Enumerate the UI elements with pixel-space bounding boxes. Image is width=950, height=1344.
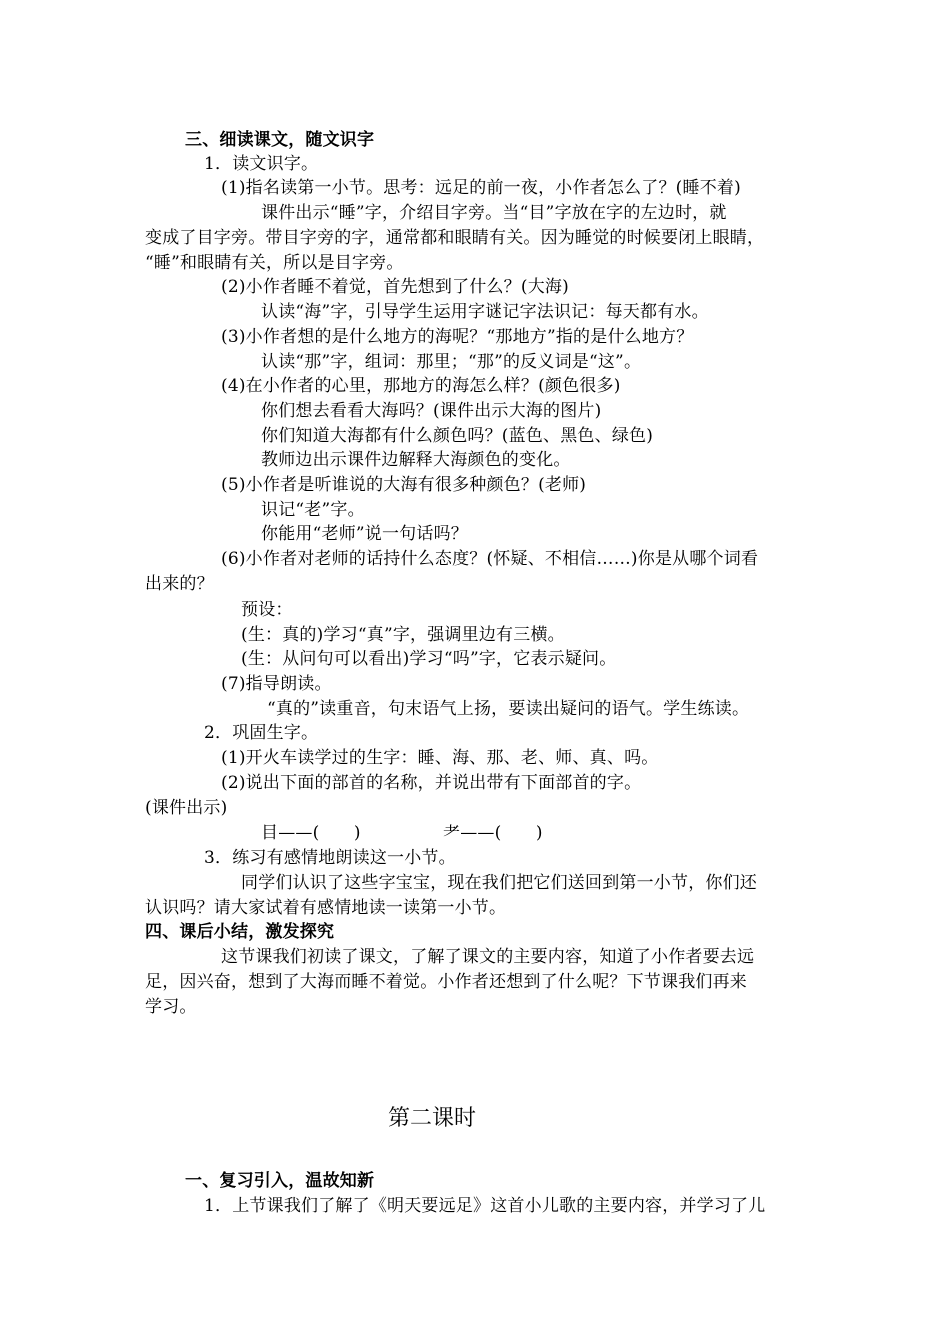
paragraph-line: 同学们认识了这些字宝宝，现在我们把它们送回到第一小节，你们还: [241, 873, 757, 893]
paragraph-line: 识记“老”字。: [261, 500, 365, 520]
paragraph-line: 认识吗？请大家试着有感情地读一读第一小节。: [145, 898, 507, 918]
paragraph-line: 预设：: [241, 600, 293, 620]
paragraph-line: (生：真的)学习“真”字，强调里边有三横。: [241, 625, 565, 645]
radical-blank-eye: 目——( ): [261, 823, 361, 843]
paragraph-line: 足，因兴奋，想到了大海而睡不着觉。小作者还想到了什么呢？下节课我们再来: [145, 972, 747, 992]
paragraph-line: (3)小作者想的是什么地方的海呢？“那地方”指的是什么地方？: [221, 327, 694, 347]
lesson-title: 第二课时: [388, 1106, 477, 1131]
paragraph-line: 你能用“老师”说一句话吗？: [261, 524, 468, 544]
paragraph-line: (1)开火车读学过的生字：睡、海、那、老、师、真、吗。: [221, 748, 659, 768]
paragraph-line: (1)指名读第一小节。思考：远足的前一夜，小作者怎么了？(睡不着): [221, 178, 741, 198]
paragraph-line: (2)小作者睡不着觉，首先想到了什么？(大海): [221, 277, 569, 297]
paragraph-line: (6)小作者对老师的话持什么态度？(怀疑、不相信……)你是从哪个词看: [221, 549, 759, 569]
paragraph-line: 变成了目字旁。带目字旁的字，通常都和眼睛有关。因为睡觉的时候要闭上眼睛，: [145, 228, 765, 248]
paragraph-line: “真的”读重音，句末语气上扬，要读出疑问的语气。学生练读。: [267, 699, 750, 719]
paragraph-line: 你们想去看看大海吗？(课件出示大海的图片): [261, 401, 602, 421]
paragraph-line: 1．上节课我们了解了《明天要远足》这首小儿歌的主要内容，并学习了儿: [204, 1196, 766, 1216]
paragraph-line: 你们知道大海都有什么颜色吗？(蓝色、黑色、绿色): [261, 426, 654, 446]
section-heading-1: 一、复习引入，温故知新: [185, 1171, 375, 1191]
section-heading-3: 三、细读课文，随文识字: [185, 130, 375, 150]
radical-blank-old: 耂——( ): [443, 823, 543, 843]
paragraph-line: 教师边出示课件边解释大海颜色的变化。: [261, 450, 571, 470]
paragraph-line: 出来的？: [145, 574, 214, 594]
item-heading-1: 1．读文识字。: [204, 154, 319, 174]
paragraph-line: 学习。: [145, 997, 197, 1017]
paragraph-line: (7)指导朗读。: [221, 674, 332, 694]
item-heading-2: 2．巩固生字。: [204, 723, 319, 743]
paragraph-line: (生：从问句可以看出)学习“吗”字，它表示疑问。: [241, 649, 617, 669]
paragraph-line: (4)在小作者的心里，那地方的海怎么样？(颜色很多): [221, 376, 621, 396]
paragraph-line: 这节课我们初读了课文，了解了课文的主要内容，知道了小作者要去远: [221, 947, 755, 967]
paragraph-line: (2)说出下面的部首的名称，并说出带有下面部首的字。: [221, 773, 642, 793]
item-heading-3: 3．练习有感情地朗读这一小节。: [204, 848, 456, 868]
paragraph-line: “睡”和眼睛有关，所以是目字旁。: [145, 253, 404, 273]
paragraph-line: (5)小作者是听谁说的大海有很多种颜色？(老师): [221, 475, 587, 495]
paragraph-line: 认读“海”字，引导学生运用字谜记字法识记：每天都有水。: [261, 302, 709, 322]
paragraph-line: 认读“那”字，组词：那里；“那”的反义词是“这”。: [261, 352, 642, 372]
paragraph-line: (课件出示): [145, 798, 228, 818]
section-heading-4: 四、课后小结，激发探究: [145, 922, 335, 942]
paragraph-line: 课件出示“睡”字，介绍目字旁。当“目”字放在字的左边时，就: [261, 203, 727, 223]
